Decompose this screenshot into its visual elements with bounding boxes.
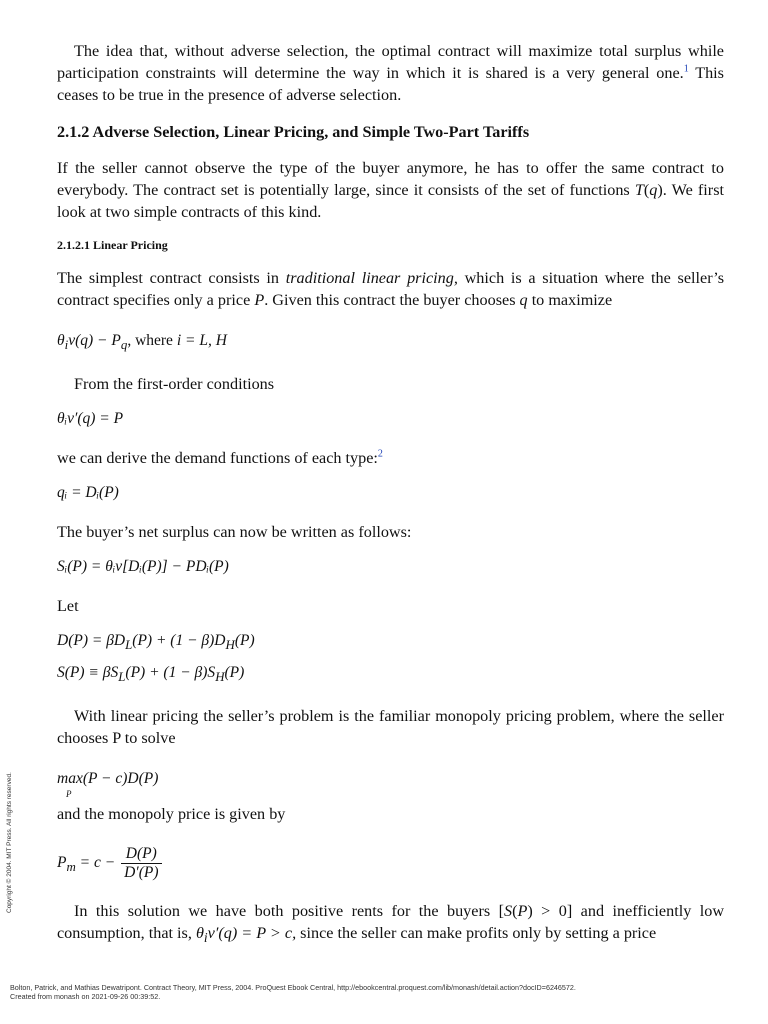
emphasis-text: traditional linear pricing,	[285, 269, 458, 287]
math-expression: v(q) − P	[68, 332, 121, 349]
paragraph-text: The simplest contract consists in	[57, 269, 286, 287]
paragraph-7: Let	[57, 597, 79, 616]
equation-objective	[57, 331, 724, 355]
paragraph-text: If the seller cannot observe the type of the buyer anymore, he has to offer the same contract to everybody. The contract set is potentially large, since it consists of the set of functions	[57, 159, 724, 199]
paragraph-8: With linear pricing the seller’s problem is the familiar monopoly pricing problem, where the seller chooses P to solve	[57, 707, 724, 748]
footnote-ref-2[interactable]: 2	[377, 448, 383, 460]
paragraph-10	[57, 900, 724, 949]
paragraph-text: to maximize	[527, 291, 613, 309]
math-expression: (P) + (1 − β)S	[125, 664, 216, 682]
math-subscript: L	[118, 669, 126, 685]
paragraph-text: , where	[127, 332, 177, 349]
math-expression: D(P) = βD	[57, 632, 126, 650]
math-subscript: H	[225, 637, 235, 653]
math-expression: (P − c)D(P)	[82, 770, 159, 788]
math-subscript: i	[203, 930, 208, 946]
math-symbol: q	[649, 181, 658, 199]
page-footer	[10, 983, 750, 1001]
paragraph-text: (	[512, 902, 518, 921]
paragraph-text: we can derive the demand functions of each type:	[57, 449, 378, 468]
fraction-denominator: D′(P)	[124, 864, 159, 882]
math-symbol: P	[517, 902, 528, 921]
paragraph-3	[57, 267, 724, 311]
equation-aggregate-demand	[57, 631, 724, 655]
math-subscript: L	[125, 637, 133, 653]
equation-first-order-condition: θᵢv′(q) = P	[57, 410, 124, 428]
paragraph-text: . We first look at two simple contracts of this kind.	[57, 181, 724, 221]
paragraph-text: ) > 0] and inefficiently low consumption, that is,	[57, 902, 725, 943]
subsection-heading: 2.1.2.1 Linear Pricing	[57, 238, 168, 252]
math-expression: v′(q) = P > c,	[207, 924, 297, 943]
section-heading: 2.1.2 Adverse Selection, Linear Pricing, and Simple Two-Part Tariffs	[57, 123, 530, 141]
paragraph-2: If the seller cannot observe the type of the buyer anymore, he has to offer the same contract to everybody. The contract set is potentially large, since it consists of the set of functions T(q). We first look at two simple contracts of this kind.	[57, 159, 724, 221]
equation-monopoly-price	[57, 845, 724, 882]
equation-net-surplus: Sᵢ(P) = θᵢv[Dᵢ(P)] − PDᵢ(P)	[57, 558, 229, 576]
paragraph-5	[57, 447, 724, 469]
math-symbol: P	[254, 291, 265, 309]
math-symbol: θ	[195, 924, 204, 943]
copyright-text: Copyright © 2004. MIT Press. All rights reserved.	[6, 772, 13, 913]
math-symbol: S	[503, 902, 513, 921]
fraction-numerator: D(P)	[121, 845, 161, 864]
footer-created: Created from monash on 2021-09-26 00:39:52.	[10, 992, 161, 1001]
math-subscript: i	[64, 337, 69, 353]
paragraph-text: This ceases to be true in the presence of adverse selection.	[57, 64, 724, 104]
math-expression: (P) + (1 − β)D	[132, 632, 226, 650]
footnote-ref-1[interactable]: 1	[683, 63, 689, 75]
paragraph-text: . Given this contract the buyer chooses	[264, 291, 520, 309]
paragraph-text: which is a situation where the seller’s contract specifies only a price	[57, 269, 724, 309]
math-expression: (P)	[224, 664, 245, 682]
fraction	[121, 845, 161, 882]
math-subscript: q	[120, 337, 128, 353]
math-symbol: θ	[57, 332, 65, 349]
paragraph-1	[57, 40, 724, 106]
footer-citation: Bolton, Patrick, and Mathias Dewatripont. Contract Theory, MIT Press, 2004. ProQuest Ebook Central, http://ebookcentral.proquest.com/lib/monash/detail.action?docID=6246572.	[10, 983, 576, 992]
paragraph-text: In this solution we have both positive rents for the buyers [	[74, 902, 504, 921]
copyright-notice	[2, 750, 16, 915]
paragraph-text: The idea that, without adverse selection, the optimal contract will maximize total surplus while participation constraints will determine the way in which it is shared is a very general one.	[57, 42, 724, 82]
paragraph-6: The buyer’s net surplus can now be written as follows:	[57, 523, 412, 542]
math-expression: (P)	[234, 632, 255, 650]
math-expression: i = L, H	[176, 332, 227, 349]
math-expression: = c −	[75, 854, 120, 872]
max-operator	[57, 769, 83, 800]
math-symbol: q	[519, 291, 528, 309]
math-symbol: T	[634, 181, 644, 199]
math-expression: S(P) ≡ βS	[57, 664, 119, 682]
page-body	[57, 40, 724, 950]
math-subscript: P	[66, 789, 72, 800]
equation-demand: qᵢ = Dᵢ(P)	[57, 484, 119, 502]
math-subscript: m	[66, 859, 76, 875]
paragraph-text: since the seller can make profits only by setting a price	[296, 924, 657, 943]
equation-seller-problem	[57, 769, 724, 800]
paragraph-4: From the first-order conditions	[74, 375, 275, 394]
math-subscript: H	[215, 669, 225, 685]
math-symbol: P	[57, 854, 67, 872]
equation-aggregate-surplus	[57, 663, 724, 687]
math-operator: max	[57, 770, 83, 788]
paragraph-9: and the monopoly price is given by	[57, 805, 286, 824]
